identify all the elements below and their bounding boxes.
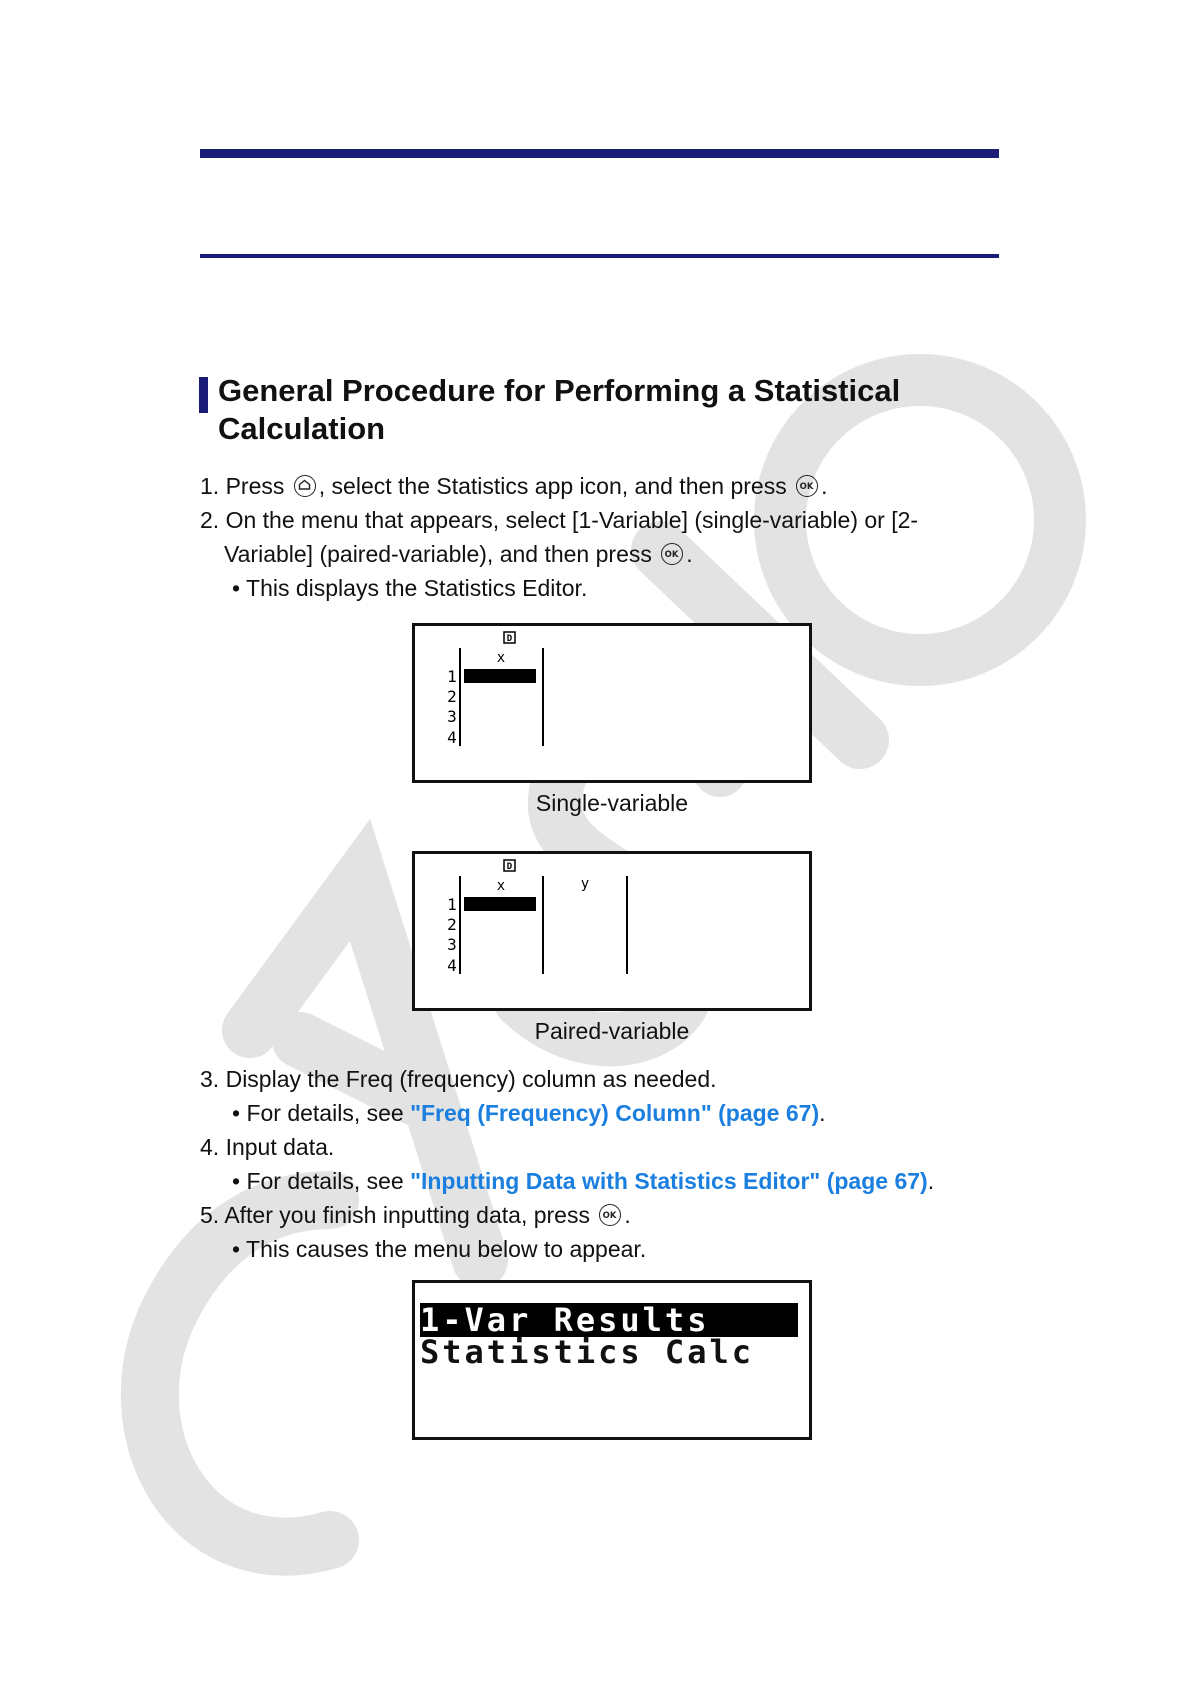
screen-menu — [412, 1280, 812, 1440]
column-header-x: x — [496, 650, 506, 666]
menu-item-statistics-calc[interactable]: Statistics Calc — [420, 1333, 754, 1371]
row-number: 3 — [447, 935, 457, 954]
step-1: 1. Press , select the Statistics app icon, and then press OK . — [200, 473, 828, 499]
ok-key-icon — [599, 1204, 621, 1226]
caption-paired-variable: Paired-variable — [534, 1018, 690, 1044]
caption-single-variable: Single-variable — [535, 790, 689, 816]
svg-text:OK: OK — [799, 482, 814, 492]
screen-single-variable — [412, 623, 812, 783]
header-rule-thick — [200, 149, 999, 158]
step-2-bullet: • This displays the Statistics Editor. — [232, 575, 588, 601]
step-5-bullet: • This causes the menu below to appear. — [232, 1236, 647, 1262]
d-icon: D — [506, 634, 513, 644]
cell-cursor — [464, 669, 536, 683]
svg-text:OK: OK — [664, 550, 679, 560]
row-number: 1 — [447, 667, 457, 686]
header-rule-thin — [200, 254, 999, 258]
heading-accent-bar — [199, 377, 208, 413]
menu-item-1var-results[interactable]: 1-Var Results — [420, 1303, 798, 1337]
row-number: 2 — [447, 687, 457, 706]
row-number: 2 — [447, 915, 457, 934]
inputting-data-link[interactable]: "Inputting Data with Statistics Editor" (page 67) — [410, 1168, 928, 1194]
step-2-cont: Variable] (paired-variable), and then press OK . — [224, 541, 693, 567]
column-header-x: x — [496, 878, 506, 894]
d-icon: D — [506, 862, 513, 872]
step-4: 4. Input data. — [200, 1134, 335, 1160]
row-number: 1 — [447, 895, 457, 914]
step-4-bullet: • For details, see "Inputting Data with Statistics Editor" (page 67). — [232, 1168, 935, 1194]
freq-column-link[interactable]: "Freq (Frequency) Column" (page 67) — [410, 1100, 820, 1126]
step-3-bullet: • For details, see "Freq (Frequency) Column" (page 67). — [232, 1100, 826, 1126]
section-heading: General Procedure for Performing a Statistical Calculation — [218, 373, 901, 446]
screen-paired-variable — [412, 851, 812, 1011]
svg-text:OK: OK — [602, 1211, 617, 1221]
home-key-icon — [294, 475, 316, 497]
ok-key-icon — [661, 543, 683, 565]
column-header-y: y — [580, 876, 590, 892]
step-5: 5. After you finish inputting data, press OK . — [200, 1202, 631, 1228]
ok-key-icon — [796, 475, 818, 497]
row-number: 4 — [447, 728, 457, 747]
cell-cursor — [464, 897, 536, 911]
step-3: 3. Display the Freq (frequency) column as needed. — [200, 1066, 717, 1092]
row-number: 4 — [447, 956, 457, 975]
step-2: 2. On the menu that appears, select [1-Variable] (single-variable) or [2- — [200, 507, 919, 533]
row-number: 3 — [447, 707, 457, 726]
